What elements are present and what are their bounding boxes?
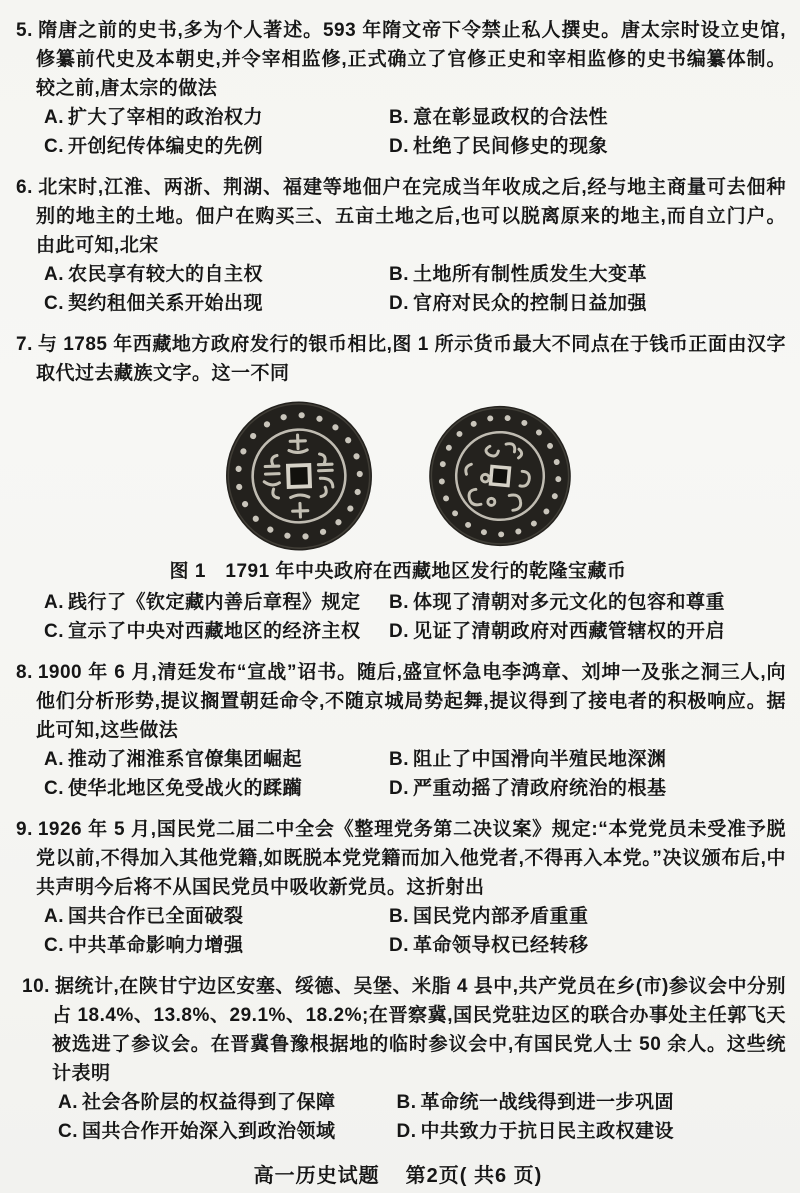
option-text: 中共革命影响力增强 [68, 935, 244, 956]
options-list [36, 260, 786, 318]
question-number: 5. [16, 20, 33, 41]
question-stem-text: 1900 年 6 月,清廷发布“宣战”诏书。随后,盛宣怀急电李鸿章、刘坤一及张之洞三人,向他们分析形势,提议搁置朝廷命令,不随京城局势起舞,提议得到了接电者的积极响应。据此可知,这些做法 [36, 662, 786, 741]
question-stem-text: 据统计,在陕甘宁边区安塞、绥德、吴堡、米脂 4 县中,共产党员在乡(市)参议会中分别占 18.4%、13.8%、29.1%、18.2%;在晋察冀,国民党驻边区的联合办事处主任郭飞天被选进了参议会。在晋冀鲁豫根据地的临时参议会中,有国民党人士 50 余人。这些统计表明 [52, 976, 786, 1084]
option-9a [44, 902, 389, 931]
question-number: 9. [16, 819, 33, 840]
option-5a [44, 103, 389, 132]
option-text: 革命统一战线得到进一步巩固 [420, 1092, 675, 1113]
question-stem [22, 972, 786, 1088]
option-text: 严重动摇了清政府统治的根基 [413, 778, 667, 799]
option-text: 官府对民众的控制日益加强 [413, 293, 648, 314]
option-label: A. [44, 592, 64, 613]
option-label: C. [44, 293, 64, 314]
option-label: A. [44, 749, 64, 770]
option-text: 阻止了中国滑向半殖民地深渊 [413, 749, 667, 770]
option-6d [389, 289, 786, 318]
option-8b [389, 745, 786, 774]
option-text: 社会各阶层的权益得到了保障 [82, 1092, 336, 1113]
question-stem [16, 173, 786, 260]
page-footer [10, 1162, 786, 1190]
question-stem-text: 北宋时,江淮、两浙、荆湖、福建等地佃户在完成当年收成之后,经与地主商量可去佃种别的地主的土地。佃户在购买三、五亩土地之后,也可以脱离原来的地主,而自立门户。由此可知,北宋 [36, 177, 786, 256]
option-label: C. [44, 136, 64, 157]
option-label: A. [44, 906, 64, 927]
option-label: B. [389, 749, 410, 770]
options-list [36, 745, 786, 803]
option-text: 国民党内部矛盾重重 [413, 906, 589, 927]
question-number: 8. [16, 662, 33, 683]
option-7b [389, 588, 786, 617]
question-stem [16, 658, 786, 745]
option-text: 体现了清朝对多元文化的包容和尊重 [413, 592, 726, 613]
option-text: 推动了湘淮系官僚集团崛起 [68, 749, 303, 770]
question-number: 7. [16, 334, 33, 355]
coin-obverse-image [220, 394, 377, 557]
options-list [36, 902, 786, 960]
option-5c [44, 132, 389, 161]
option-label: C. [44, 621, 64, 642]
coin-images [10, 396, 786, 556]
question-8 [10, 658, 786, 803]
option-text: 宣示了中央对西藏地区的经济主权 [68, 621, 361, 642]
option-label: B. [389, 592, 410, 613]
option-label: A. [44, 264, 64, 285]
footer-exam-title: 高一历史试题 [253, 1165, 380, 1187]
options-list [36, 103, 786, 161]
option-label: D. [389, 136, 410, 157]
option-text: 中共致力于抗日民主政权建设 [420, 1121, 675, 1142]
option-label: A. [58, 1092, 78, 1113]
question-5 [10, 16, 786, 161]
option-8c [44, 774, 389, 803]
option-text: 杜绝了民间修史的现象 [413, 136, 609, 157]
option-label: D. [389, 293, 410, 314]
question-stem [16, 16, 786, 103]
figure-1 [10, 396, 786, 586]
option-6b [389, 260, 786, 289]
option-9d [389, 931, 786, 960]
option-6a [44, 260, 389, 289]
option-8a [44, 745, 389, 774]
option-10a [58, 1088, 397, 1117]
options-list [52, 1088, 786, 1146]
exam-page [10, 16, 786, 1190]
option-text: 意在彰显政权的合法性 [413, 107, 609, 128]
option-label: A. [44, 107, 64, 128]
option-10d [397, 1117, 786, 1146]
figure-caption: 图 1 1791 年中央政府在西藏地区发行的乾隆宝藏币 [169, 561, 627, 582]
option-label: B. [389, 107, 410, 128]
option-label: D. [396, 1121, 417, 1142]
option-label: D. [389, 935, 410, 956]
option-10b [397, 1088, 786, 1117]
question-number: 6. [16, 177, 33, 198]
option-label: D. [389, 621, 410, 642]
option-label: C. [58, 1121, 78, 1142]
option-7c [44, 617, 389, 646]
option-6c [44, 289, 389, 318]
question-stem [16, 815, 786, 902]
option-text: 土地所有制性质发生大变革 [413, 264, 648, 285]
option-text: 契约租佃关系开始出现 [68, 293, 264, 314]
option-text: 国共合作已全面破裂 [68, 906, 244, 927]
option-5b [389, 103, 786, 132]
option-text: 革命领导权已经转移 [413, 935, 589, 956]
option-text: 国共合作开始深入到政治领域 [82, 1121, 336, 1142]
question-stem-text: 隋唐之前的史书,多为个人著述。593 年隋文帝下令禁止私人撰史。唐太宗时设立史馆,修纂前代史及本朝史,并令宰相监修,正式确立了官修正史和宰相监修的史书编纂体制。较之前,唐太宗的做法 [36, 20, 786, 99]
question-7 [10, 330, 786, 646]
option-7a [44, 588, 389, 617]
option-label: B. [396, 1092, 417, 1113]
option-9c [44, 931, 389, 960]
question-stem [16, 330, 786, 388]
option-text: 使华北地区免受战火的蹂躏 [68, 778, 303, 799]
options-list [36, 588, 786, 646]
option-label: B. [389, 264, 410, 285]
option-text: 践行了《钦定藏内善后章程》规定 [68, 592, 361, 613]
option-9b [389, 902, 786, 931]
option-text: 扩大了宰相的政治权力 [68, 107, 264, 128]
option-label: D. [389, 778, 410, 799]
option-label: C. [44, 778, 64, 799]
footer-page-number: 第2页( 共6 页) [405, 1165, 543, 1187]
option-label: C. [44, 935, 64, 956]
option-label: B. [389, 906, 410, 927]
question-6 [10, 173, 786, 318]
question-stem-text: 与 1785 年西藏地方政府发行的银币相比,图 1 所示货币最大不同点在于钱币正面由汉字取代过去藏族文字。这一不同 [36, 334, 786, 384]
option-5d [389, 132, 786, 161]
question-10 [10, 972, 786, 1146]
question-stem-text: 1926 年 5 月,国民党二届二中全会《整理党务第二决议案》规定:“本党党员未受准予脱党以前,不得加入其他党籍,如既脱本党党籍而加入他党者,不得再入本党。”决议颁布后,中共声明今后将不从国民党员中吸收新党员。这折射出 [36, 819, 786, 898]
question-9 [10, 815, 786, 960]
coin-reverse-image [423, 399, 576, 552]
option-8d [389, 774, 786, 803]
question-number: 10. [22, 976, 50, 997]
option-7d [389, 617, 786, 646]
option-10c [58, 1117, 397, 1146]
option-text: 农民享有较大的自主权 [68, 264, 264, 285]
option-text: 见证了清朝政府对西藏管辖权的开启 [413, 621, 726, 642]
option-text: 开创纪传体编史的先例 [68, 136, 264, 157]
